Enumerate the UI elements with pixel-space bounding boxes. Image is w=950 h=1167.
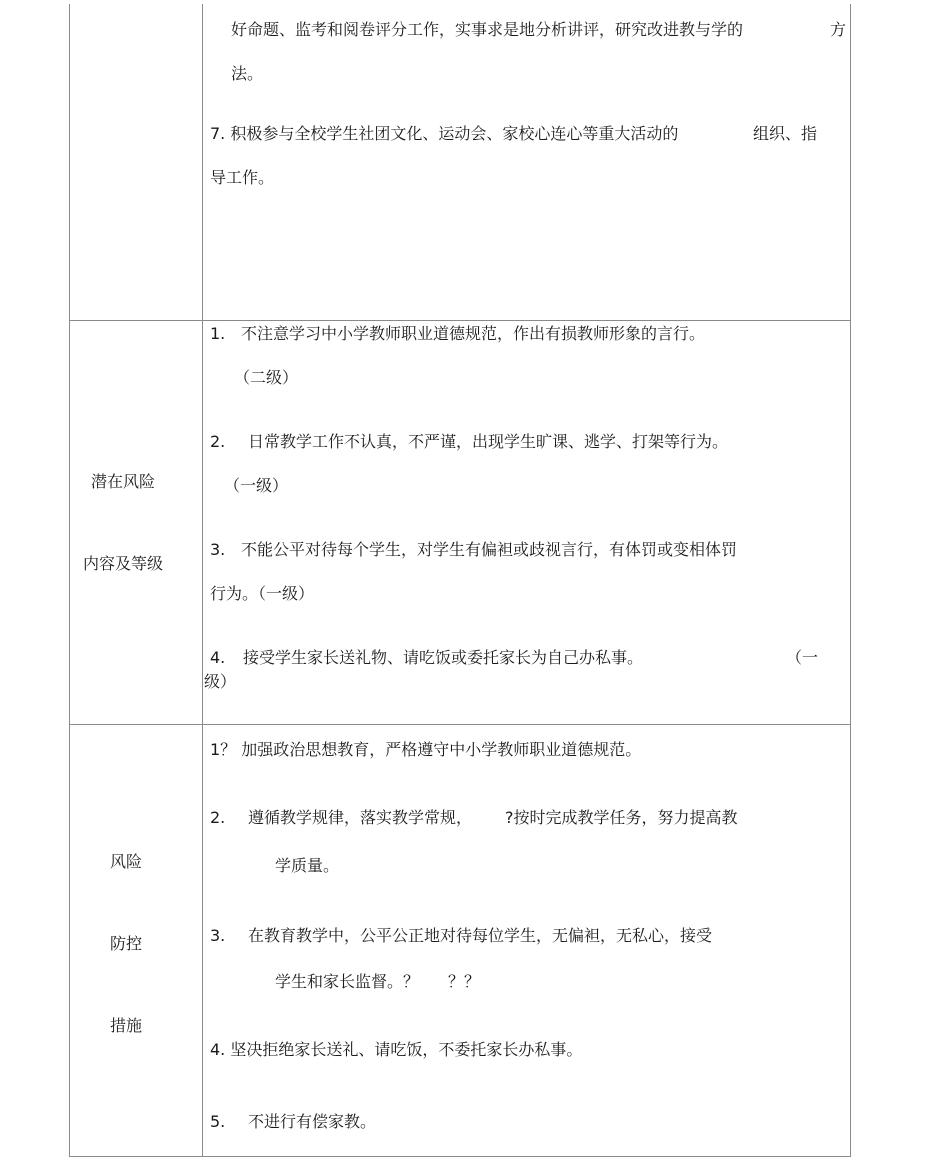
risk-2-number: 2. — [210, 432, 226, 451]
measure-3-number: 3. — [210, 926, 226, 945]
duty-7-tail: 组织、指 — [753, 124, 818, 143]
row-divider-2 — [69, 724, 851, 725]
duty-6-line: 好命题、监考和阅卷评分工作，实事求是地分析讲评，研究改进教与学的 — [231, 20, 744, 39]
measure-2-number: 2. — [210, 808, 226, 827]
risk-2-level: （一级） — [224, 476, 289, 495]
measure-2-text: 遵循教学规律，落实教学常规， — [248, 808, 473, 827]
measure-label-line3: 措施 — [110, 1016, 143, 1035]
column-divider — [202, 4, 203, 1157]
measure-4-text: 4. 坚决拒绝家长送礼、请吃饭，不委托家长办私事。 — [210, 1040, 583, 1059]
measure-2-cont: 学质量。 — [275, 856, 340, 875]
measure-label-line1: 风险 — [110, 852, 143, 871]
risk-3-number: 3. — [210, 540, 226, 559]
risk-2-text: 日常教学工作不认真，不严谨，出现学生旷课、逃学、打架等行为。 — [248, 432, 729, 451]
risk-4-level: （一 — [786, 648, 819, 667]
measure-5-text: 不进行有偿家教。 — [248, 1112, 377, 1131]
measure-3-marks: ？？ — [448, 972, 481, 991]
measure-label-line2: 防控 — [110, 934, 143, 953]
risk-label-line1: 潜在风险 — [91, 472, 156, 491]
risk-4-text: 接受学生家长送礼物、请吃饭或委托家长为自己办私事。 — [243, 648, 644, 667]
measure-3-cont: 学生和家长监督。？ — [275, 972, 420, 991]
duty-6-tail: 方 — [830, 20, 847, 39]
risk-4-number: 4. — [210, 648, 226, 667]
measure-1-text: 1？ 加强政治思想教育，严格遵守中小学教师职业道德规范。 — [210, 740, 642, 759]
risk-label-line2: 内容及等级 — [83, 554, 164, 573]
risk-1-level: （二级） — [234, 368, 299, 387]
risk-3-text: 不能公平对待每个学生，对学生有偏袒或歧视言行，有体罚或变相体罚 — [241, 540, 738, 559]
risk-1-text: 不注意学习中小学教师职业道德规范，作出有损教师形象的言行。 — [241, 324, 706, 343]
risk-3-cont: 行为。（一级） — [210, 584, 315, 603]
risk-4-level-cont: 级） — [204, 672, 237, 691]
duty-6-cont: 法。 — [231, 64, 264, 83]
duty-7-line: 7. 积极参与全校学生社团文化、运动会、家校心连心等重大活动的 — [210, 124, 679, 143]
row-divider-1 — [69, 320, 851, 321]
duty-7-cont: 导工作。 — [210, 168, 275, 187]
measure-5-number: 5. — [210, 1112, 226, 1131]
risk-1-number: 1. — [210, 324, 226, 343]
measure-2-text-b: ?按时完成教学任务，努力提高教 — [505, 808, 738, 827]
measure-3-text: 在教育教学中，公平公正地对待每位学生，无偏袒，无私心，接受 — [248, 926, 713, 945]
